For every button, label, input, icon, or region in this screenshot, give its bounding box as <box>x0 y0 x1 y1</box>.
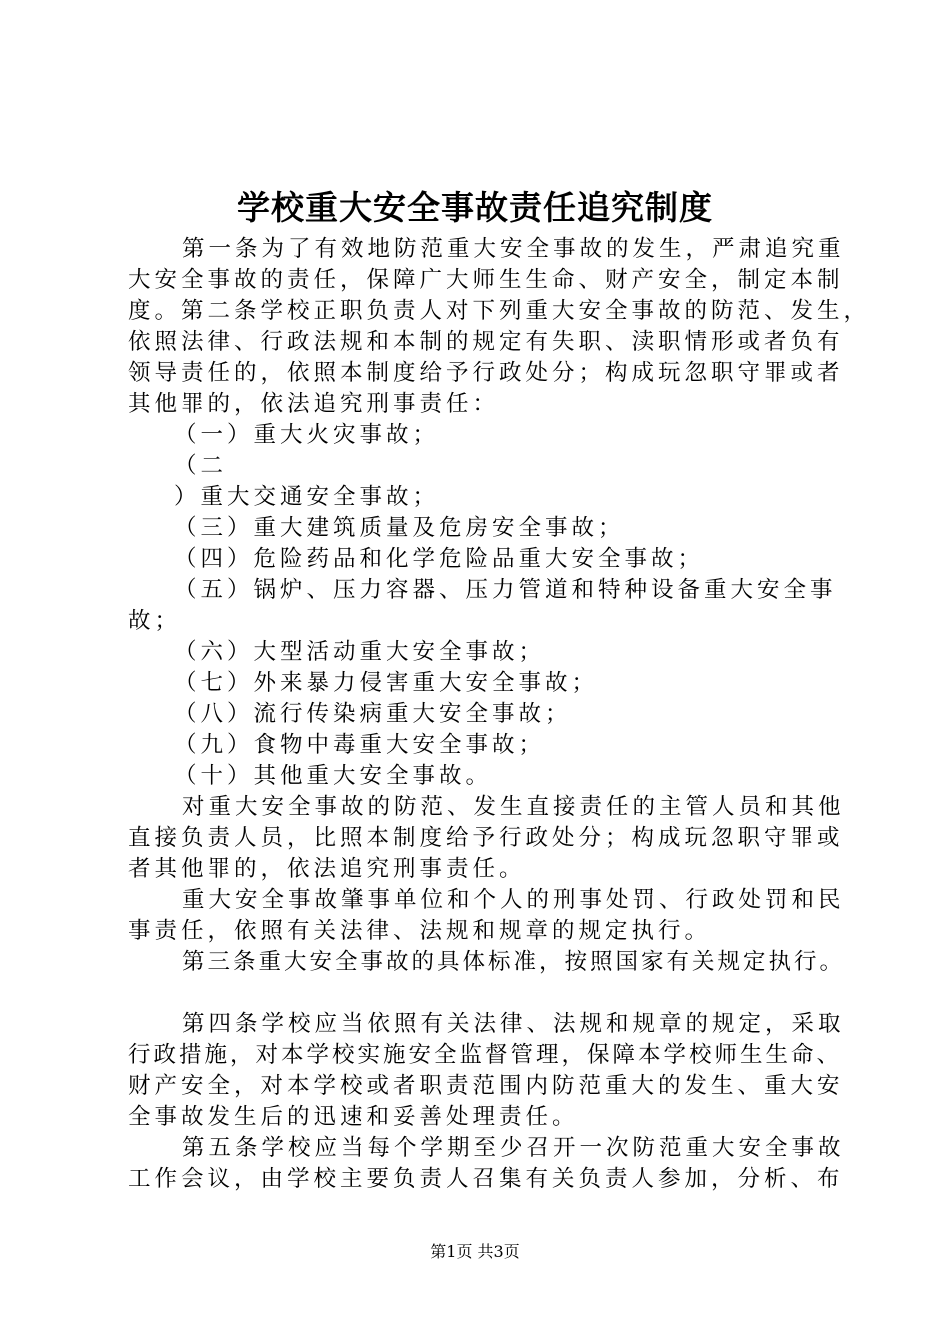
list-item: （五）锅炉、压力容器、压力管道和特种设备重大安全事 <box>174 577 837 603</box>
page-number: 第1页 共3页 <box>430 1242 520 1261</box>
body-line: 第四条学校应当依照有关法律、法规和规章的规定，采取 <box>182 1011 845 1037</box>
body-line: 行政措施，对本学校实施安全监督管理，保障本学校师生生命、 <box>128 1042 843 1068</box>
list-item: ）重大交通安全事故； <box>174 484 440 510</box>
body-line: 全事故发生后的迅速和妥善处理责任。 <box>128 1104 579 1130</box>
body-line: 财产安全，对本学校或者职责范围内防范重大的发生、重大安 <box>128 1073 844 1099</box>
body-line: 工作会议，由学校主要负责人召集有关负责人参加，分析、布 <box>128 1166 844 1192</box>
list-item: （九）食物中毒重大安全事故； <box>174 732 546 758</box>
body-line: 领导责任的，依照本制度给予行政处分；构成玩忽职守罪或者 <box>128 360 844 386</box>
body-line: 其他罪的，依法追究刑事责任： <box>128 391 500 417</box>
body-line: 度。第二条学校正职负责人对下列重大安全事故的防范、发生， <box>128 298 871 324</box>
document-title: 学校重大安全事故责任追究制度 <box>237 188 713 227</box>
list-item: （十）其他重大安全事故。 <box>174 763 493 789</box>
body-line: 事责任，依照有关法律、法规和规章的规定执行。 <box>128 918 712 944</box>
list-item: （八）流行传染病重大安全事故； <box>174 701 572 727</box>
list-item: （一）重大火灾事故； <box>174 422 440 448</box>
document-body <box>128 234 871 1195</box>
list-item: （四）危险药品和化学危险品重大安全事故； <box>174 546 705 572</box>
list-item: （六）大型活动重大安全事故； <box>174 639 546 665</box>
body-line: 第五条学校应当每个学期至少召开一次防范重大安全事故 <box>182 1135 845 1161</box>
body-line: 重大安全事故肇事单位和个人的刑事处罚、行政处罚和民 <box>182 887 845 913</box>
body-line: 第三条重大安全事故的具体标准，按照国家有关规定执行。 <box>182 949 846 975</box>
body-line: 故； <box>128 608 182 634</box>
body-line: 者其他罪的，依法追究刑事责任。 <box>128 856 526 882</box>
body-line: 大安全事故的责任，保障广大师生生命、财产安全，制定本制 <box>128 267 844 293</box>
body-line: 依照法律、行政法规和本制的规定有失职、渎职情形或者负有 <box>128 329 844 355</box>
paragraph-spacer <box>128 978 838 1009</box>
list-item: （二 <box>174 453 228 479</box>
body-line: 对重大安全事故的防范、发生直接责任的主管人员和其他 <box>182 794 845 820</box>
body-line: 第一条为了有效地防范重大安全事故的发生，严肃追究重 <box>182 236 845 262</box>
body-line: 直接负责人员，比照本制度给予行政处分；构成玩忽职守罪或 <box>128 825 844 851</box>
list-item: （七）外来暴力侵害重大安全事故； <box>174 670 599 696</box>
list-item: （三）重大建筑质量及危房安全事故； <box>174 515 625 541</box>
